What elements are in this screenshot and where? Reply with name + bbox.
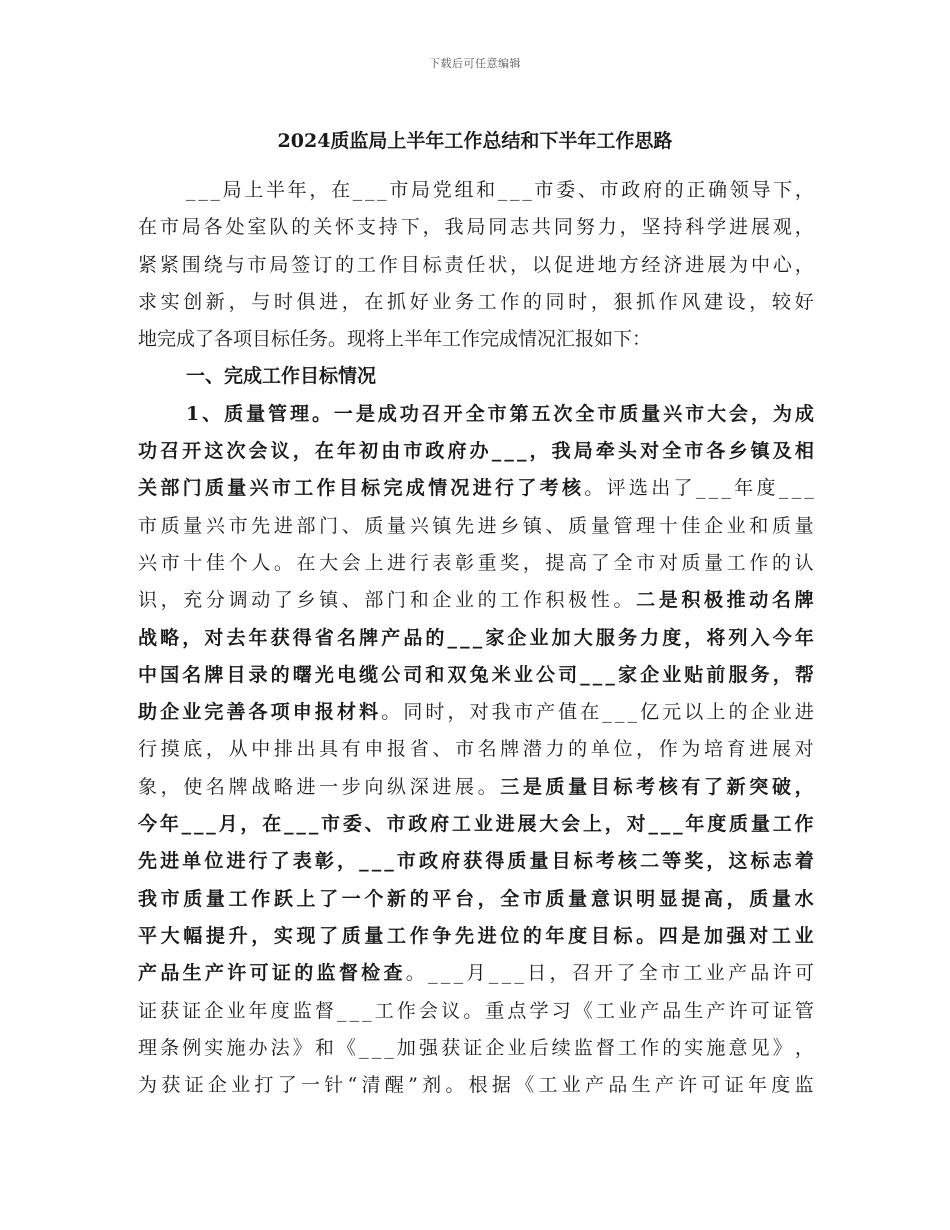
text-line: 今 年 _ _ _ 月 ， 在 _ _ _ 市 委 、 市 政 府 工 业 进 展 大 会 上 ， 对 _ _ _ 年 度 质 量 工 作 — [138, 813, 814, 836]
text-line: 识 ， 充 分 调 动 了 乡 镇 、 部 门 和 企 业 的 工 作 积 极 性 。 二 是 积 极 推 动 名 牌 — [138, 589, 814, 612]
text-line: 为 获 证 企 业 打 了 一 针 “ 清 醒 ” 剂 。 根 据 《 工 业 产 品 生 产 许 可 证 年 度 监 — [138, 1074, 814, 1097]
text-line: 在 市 局 各 处 室 队 的 关 怀 支 持 下 ， 我 局 同 志 共 同 努 力 ， 坚 持 科 学 进 展 观 ， — [138, 216, 814, 239]
section-heading: 一、完成工作目标情况 — [186, 365, 377, 388]
text-line: 产 品 生 产 许 可 证 的 监 督 检 查 。 _ _ _ 月 _ _ _ 日 ， 召 开 了 全 市 工 业 产 品 许 可 — [138, 962, 814, 985]
text-line: 理 条 例 实 施 办 法 》 和 《 _ _ _ 加 强 获 证 企 业 后 续 监 督 工 作 的 实 施 意 见 》 ， — [138, 1036, 814, 1059]
document-title: 2024质监局上半年工作总结和下半年工作思路 — [277, 130, 673, 152]
text-line: 市 质 量 兴 市 先 进 部 门 、 质 量 兴 镇 先 进 乡 镇 、 质 量 管 理 十 佳 企 业 和 质 量 — [138, 514, 814, 537]
text-line: 象 ， 使 名 牌 战 略 进 一 步 向 纵 深 进 展 。 三 是 质 量 目 标 考 核 有 了 新 突 破 ， — [138, 775, 814, 798]
text-line: 关 部 门 质 量 兴 市 工 作 目 标 完 成 情 况 进 行 了 考 核 。 评 选 出 了 _ _ _ 年 度 _ _ _ — [138, 477, 814, 500]
text-line: 证 获 证 企 业 年 度 监 督 _ _ _ 工 作 会 议 。 重 点 学 习 《 工 业 产 品 生 产 许 可 证 管 — [138, 999, 814, 1022]
text-line: 助 企 业 完 善 各 项 申 报 材 料 。 同 时 ， 对 我 市 产 值 在 _ _ _ 亿 元 以 上 的 企 业 进 — [138, 701, 814, 724]
text-line: 行 摸 底 ， 从 中 排 出 具 有 申 报 省 、 市 名 牌 潜 力 的 单 位 ， 作 为 培 育 进 展 对 — [138, 738, 814, 761]
text-line: 先 进 单 位 进 行 了 表 彰 ， _ _ _ 市 政 府 获 得 质 量 目 标 考 核 二 等 奖 ， 这 标 志 着 — [138, 850, 814, 873]
text-line: 战 略 ， 对 去 年 获 得 省 名 牌 产 品 的 _ _ _ 家 企 业 加 大 服 务 力 度 ， 将 列 入 今 年 — [138, 626, 814, 649]
document-body — [138, 172, 814, 1104]
header-note: 下载后可任意编辑 — [429, 57, 521, 70]
text-line: 功 召 开 这 次 会 议 ， 在 年 初 由 市 政 府 办 _ _ _ ， 我 局 牵 头 对 全 市 各 乡 镇 及 相 — [138, 440, 814, 463]
text-line: 求 实 创 新 ， 与 时 俱 进 ， 在 抓 好 业 务 工 作 的 同 时 ， 狠 抓 作 风 建 设 ， 较 好 — [138, 290, 814, 313]
text-line: 平 大 幅 提 升 ， 实 现 了 质 量 工 作 争 先 进 位 的 年 度 目 标 。 四 是 加 强 对 工 业 — [138, 924, 814, 947]
text-line: 兴 市 十 佳 个 人 。 在 大 会 上 进 行 表 彰 重 奖 ， 提 高 了 全 市 对 质 量 工 作 的 认 — [138, 551, 814, 574]
text-line: 1 、 质 量 管 理 。 一 是 成 功 召 开 全 市 第 五 次 全 市 质 量 兴 市 大 会 ， 为 成 — [186, 402, 814, 425]
text-line: 紧 紧 围 绕 与 市 局 签 订 的 工 作 目 标 责 任 状 ， 以 促 进 地 方 经 济 进 展 为 中 心 ， — [138, 253, 814, 276]
text-line: 中 国 名 牌 目 录 的 曙 光 电 缆 公 司 和 双 兔 米 业 公 司 _ _ _ 家 企 业 贴 前 服 务 ， 帮 — [138, 663, 814, 686]
text-line: 地完成了各项目标任务。现将上半年工作完成情况汇报如下： — [138, 328, 652, 351]
text-line: 我 市 质 量 工 作 跃 上 了 一 个 新 的 平 台 ， 全 市 质 量 意 识 明 显 提 高 ， 质 量 水 — [138, 887, 814, 910]
text-line: _ _ _ 局 上 半 年 ， 在 _ _ _ 市 局 党 组 和 _ _ _ 市 委 、 市 政 府 的 正 确 领 导 下 ， — [186, 179, 814, 201]
